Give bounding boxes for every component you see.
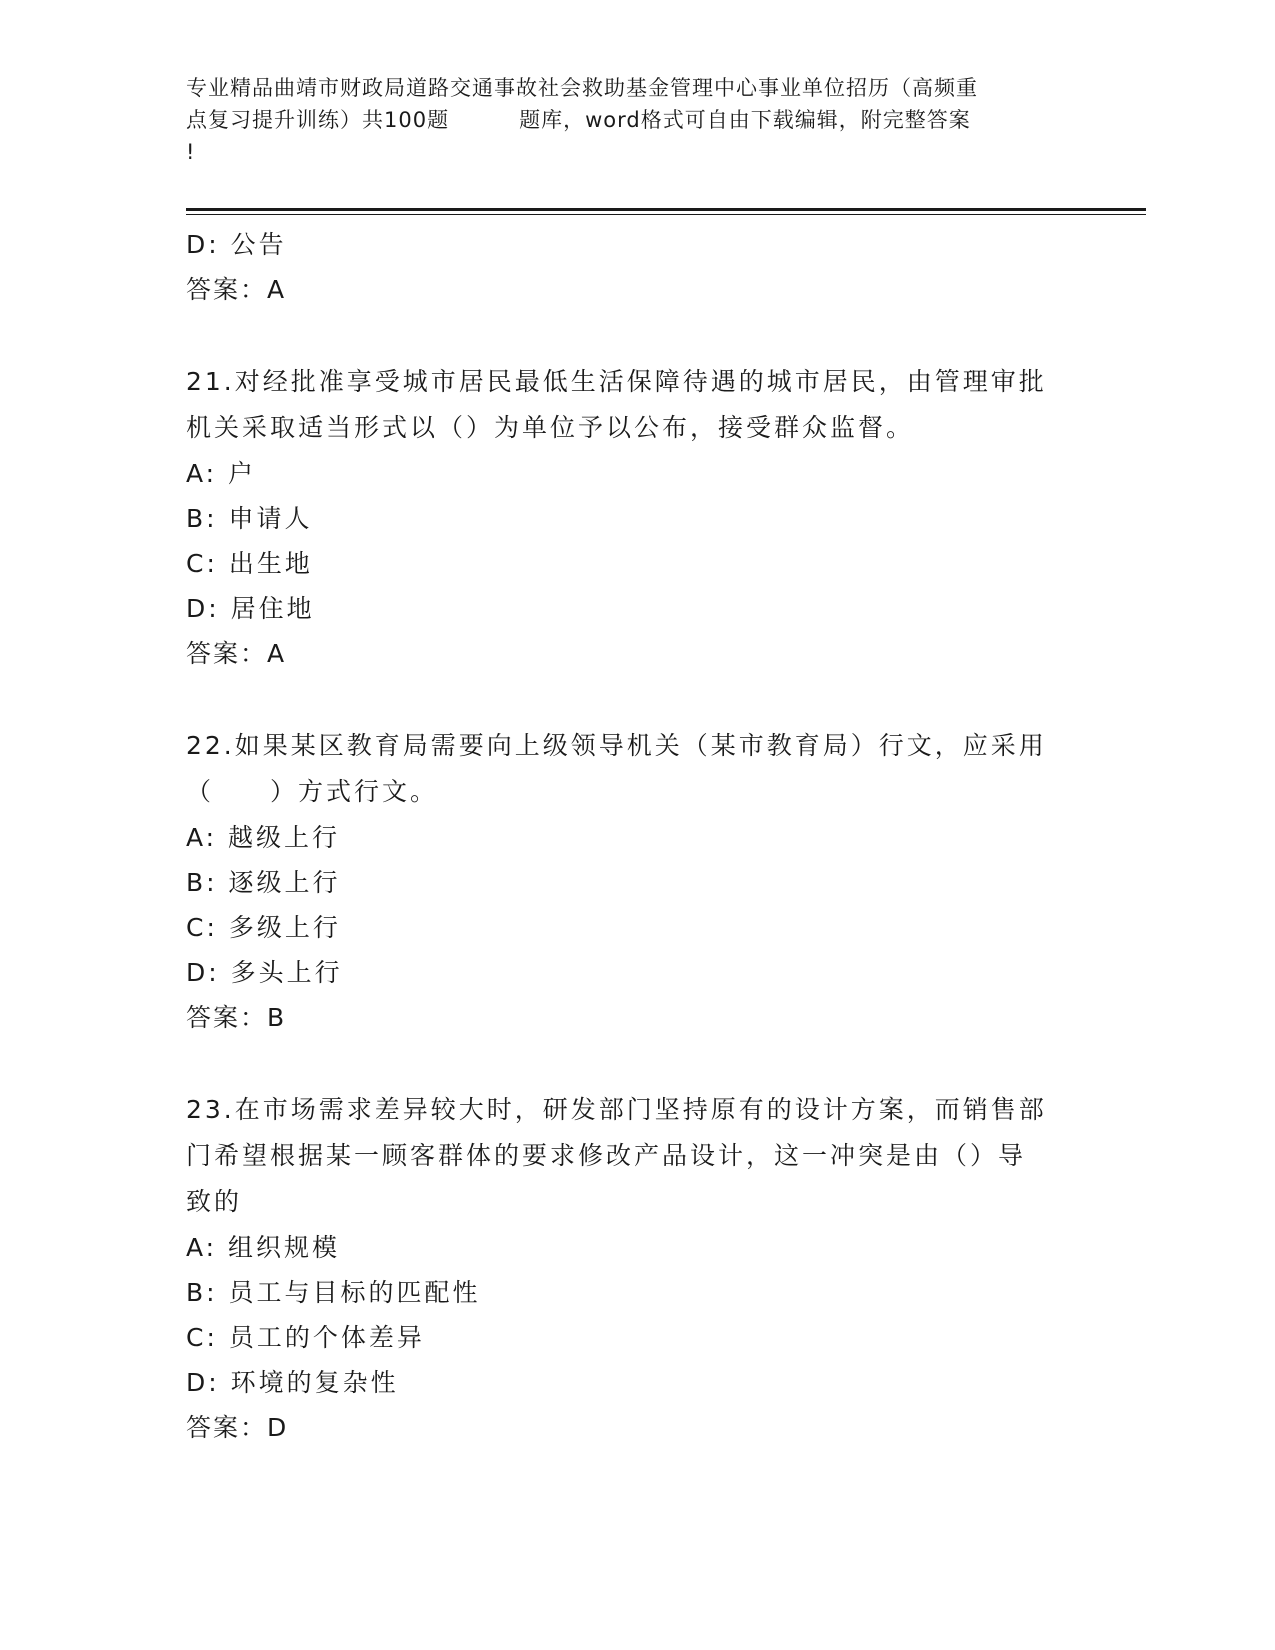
option-a: A: 户 (186, 459, 257, 488)
question-stem-line: 致的 (186, 1187, 243, 1216)
option-a: A: 越级上行 (186, 823, 341, 852)
header-rule-thin (186, 214, 1146, 215)
option-c: C: 出生地 (186, 549, 313, 578)
answer: 答案：B (186, 1003, 287, 1032)
question-stem-line: 门希望根据某一顾客群体的要求修改产品设计，这一冲突是由（）导 (186, 1141, 1027, 1170)
header-line-3: ! (186, 140, 196, 164)
option-b: B: 员工与目标的匹配性 (186, 1278, 481, 1307)
option-d: D: 多头上行 (186, 958, 343, 987)
header-line-2 (186, 104, 1086, 136)
question-21 (186, 359, 1066, 676)
header-rule-thick (186, 208, 1146, 211)
header-line-2b: 题库，word格式可自由下载编辑，附完整答案 (519, 108, 971, 132)
option-b: B: 逐级上行 (186, 868, 341, 897)
question-23 (186, 1087, 1066, 1450)
answer: 答案：D (186, 1413, 289, 1442)
document-header (186, 72, 1086, 168)
option-c: C: 员工的个体差异 (186, 1323, 425, 1352)
question-stem-line: 21.对经批准享受城市居民最低生活保障待遇的城市居民，由管理审批 (186, 367, 1047, 396)
question-stem-line: （ ）方式行文。 (186, 777, 439, 806)
prev-option-d: D: 公告 (186, 230, 287, 259)
option-b: B: 申请人 (186, 504, 313, 533)
question-stem-line: 22.如果某区教育局需要向上级领导机关（某市教育局）行文，应采用 (186, 731, 1047, 760)
option-d: D: 环境的复杂性 (186, 1368, 399, 1397)
prev-answer: 答案：A (186, 275, 287, 304)
option-d: D: 居住地 (186, 594, 315, 623)
answer: 答案：A (186, 639, 287, 668)
option-c: C: 多级上行 (186, 913, 341, 942)
header-line-2a: 点复习提升训练）共100题 (186, 108, 450, 132)
question-list (186, 222, 1066, 1450)
question-stem-line: 23.在市场需求差异较大时，研发部门坚持原有的设计方案，而销售部 (186, 1095, 1047, 1124)
header-line-1: 专业精品曲靖市财政局道路交通事故社会救助基金管理中心事业单位招历（高频重 (186, 76, 978, 100)
option-a: A: 组织规模 (186, 1233, 341, 1262)
question-22 (186, 723, 1066, 1040)
question-stem-line: 机关采取适当形式以（）为单位予以公布，接受群众监督。 (186, 413, 915, 442)
